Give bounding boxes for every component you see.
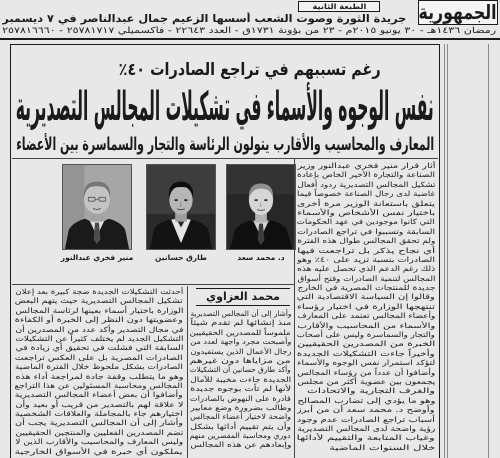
body-text-line <box>190 384 291 393</box>
issue-line-text: رمضان ١٤٣٦هـ - ٣٠ يونيو ٢٠١٥م - ٢٣ من بؤونة ١٧٣١ق - العدد ٢٢٦٤٣ - فاكسميلي ٢٥٧٨١٧١٧ - ٢٥٧٨١٦٦٦٠ <box>2 26 496 36</box>
body-text-line <box>297 386 435 395</box>
body-text-line <box>15 325 183 334</box>
body-text-line <box>190 356 291 365</box>
body-text: وأضافوا أن بعض أعضاء المجالس التصديرية <box>15 390 183 400</box>
body-text-line <box>15 296 183 305</box>
photo-caption <box>140 252 222 263</box>
body-text-line <box>190 412 291 421</box>
body-text: منذ إنشائها لم تقدم شيئاً <box>190 318 291 328</box>
body-text: وعضويتها دون النظر إلى الخبرة أو الكفاءة <box>15 315 183 325</box>
body-text: التي كانوا موجودين في عهد الحكومات <box>297 217 435 227</box>
body-text-line <box>15 390 183 399</box>
body-text-line <box>190 440 291 449</box>
body-text: وأضافوا أن عدداً من رؤساء المجالس <box>297 367 435 377</box>
article-subhead <box>16 131 434 158</box>
photo-caption-text: منير فخري عبدالنور <box>60 253 134 262</box>
body-text: من مزاياها دون غيرهم <box>190 355 291 365</box>
page-column-rule <box>488 44 489 458</box>
body-text: وأشار إلى أن المجالس التصديرية <box>190 309 291 318</box>
body-text: رؤية واضحة لدى المجالس التصديرية <box>297 423 435 433</box>
article-headline <box>16 82 434 132</box>
body-text: أي نجاح يذكر بل تراجعت فيها <box>297 245 435 255</box>
body-text-line <box>15 306 183 315</box>
body-text: واضحة لاختيار أعضاء المجالس <box>190 412 291 422</box>
body-text-line <box>297 330 435 339</box>
photo-caption-text: د. محمد سعد <box>237 253 285 262</box>
body-text-line <box>297 227 435 236</box>
body-text-line <box>297 189 435 198</box>
body-text: وطالب بضرورة وضع معايير <box>190 402 291 412</box>
photo-caption <box>56 252 138 263</box>
body-text: وهو ما يتطلب وقفة جادة لمراجعة أداء هذه <box>15 371 183 381</box>
body-text-line <box>297 274 435 283</box>
column-divider <box>187 286 188 458</box>
body-text-line <box>297 433 435 442</box>
article-kicker <box>119 57 381 83</box>
body-text-line <box>297 170 435 179</box>
body-text: تشكيل المجالس التصديرية حيث يتهم البعض <box>15 296 183 306</box>
body-text-line <box>190 375 291 384</box>
body-text: وليس المعارف والمحاسيب والأقارب الذين لا <box>15 437 183 447</box>
body-text: يجمعون بين عضوية أكثر من مجلس <box>297 376 435 386</box>
subhead-text: المعارف والمحاسيب والأقارب يتولون الرئاسة والتجار والسماسرة بين الأعضاء <box>16 134 434 155</box>
portrait-image <box>63 165 131 249</box>
body-text-line <box>297 264 435 273</box>
body-text-line <box>297 283 435 292</box>
body-text-line <box>297 311 435 320</box>
headline-divider <box>12 158 438 159</box>
body-text-line <box>15 362 183 371</box>
portrait-photo-mohamed-saad <box>226 164 296 250</box>
body-text: اختيارهم جاء بالمجاملة والعلاقات الشخصية <box>15 409 183 419</box>
body-text-line <box>15 343 183 352</box>
body-text-line <box>297 424 435 433</box>
body-text: الصادرات بشكل ملحوظ خلال الفترة الماضية <box>15 362 183 372</box>
body-text-line <box>190 365 291 374</box>
body-text-line <box>190 328 291 337</box>
body-text-line <box>15 428 183 437</box>
body-text: التشكيل الجديد لم يختلف كثيراً عن التشكيلات <box>15 333 183 343</box>
body-text-line <box>297 180 435 189</box>
body-text-line <box>297 368 435 377</box>
body-text: يملكون أي خبرة في الأسواق الخارجية <box>15 446 183 456</box>
body-text: أسباب تراجع الصادرات عدم وجود <box>297 414 435 424</box>
body-text-line <box>297 255 435 264</box>
body-text-line <box>190 309 291 318</box>
body-text-line <box>15 287 183 296</box>
masthead-divider <box>0 38 500 40</box>
body-text: وأصبحت مجرد واجهة لعدد من <box>190 337 291 347</box>
body-text: المجالس ومحاسبة المسئولين عن هذا التراجع <box>15 380 183 390</box>
body-text: والغرف التجارية والاتحادات <box>307 386 435 396</box>
photo-caption <box>220 252 302 263</box>
body-text-line <box>297 443 435 452</box>
tagline-text: جريدة الثورة وصوت الشعب أسسها الزعيم جمال عبدالناصر في ٧ ديسمبر <box>2 13 406 25</box>
body-text-line <box>15 315 183 324</box>
body-text: ولم تحقق المجالس طوال هذه الفترة <box>297 236 435 246</box>
body-text: يتعلق باستعانة الوزير مرة أخرى <box>297 198 435 208</box>
body-text: وأعضاء المجالس تعتمد على المعارف <box>297 311 435 321</box>
body-text-line <box>297 415 435 424</box>
body-text-line <box>15 409 183 418</box>
body-text-line <box>190 318 291 327</box>
body-text-line <box>297 199 435 208</box>
body-text-line <box>190 431 291 440</box>
section-divider <box>12 284 294 285</box>
body-text-line <box>297 405 435 414</box>
body-text: أحدثت التشكيلات الجديدة ضجة كبيرة بعد إعلان <box>15 287 183 296</box>
body-text: رجال الأعمال الذين يستفيدون <box>190 346 291 356</box>
body-text: قادرة على النهوض بالصادرات <box>190 393 291 403</box>
body-text-line <box>190 337 291 346</box>
body-text-line <box>15 447 183 456</box>
photo-caption-text: طارق حسانين <box>155 253 207 262</box>
body-text: ذلك رغم الدعم الذي تحصل عليه هذه <box>297 264 435 274</box>
body-text: الوزارة باختيار أسماء بعينها لرئاسة المجالس <box>15 305 183 315</box>
body-text: وأن يتم تقييم أدائها بشكل <box>190 421 291 431</box>
body-text-line <box>15 381 183 390</box>
page-column-rule <box>444 44 445 458</box>
body-text-line <box>297 396 435 405</box>
body-text-line <box>297 208 435 217</box>
body-text: وإبعادهم عن هذه المجالس <box>190 440 291 450</box>
body-text: أثار قرار منير فخري عبدالنور وزير <box>297 161 435 170</box>
body-text-line <box>297 321 435 330</box>
body-text-line <box>297 246 435 255</box>
portrait-image <box>227 165 295 249</box>
body-text: ملموساً للمصدرين الحقيقيين <box>190 327 291 337</box>
body-text: الصادرات المصرية بل على العكس تراجعت <box>15 352 183 362</box>
body-text: وأخيراً جاءت التشكيلات الجديدة <box>297 348 435 358</box>
body-text: المجالس لتنمية الصادرات وفتح أسواق <box>297 273 435 283</box>
body-text: الصادرات بنسبة تزيد على ٤٠٪ وهو <box>297 254 435 264</box>
body-text: السابقة التي فشلت في تحقيق أي زيادة في <box>15 343 183 353</box>
body-text: خلال السنوات الماضية <box>328 442 435 452</box>
body-text: في مجال التصدير وأكد عدد من المصدرين أن <box>15 324 183 334</box>
body-text: تضم المصدرين الفعليين والمنتجين الحقيقيين <box>15 427 183 437</box>
body-text: وأكد طارق حسانين أن التشكيلات <box>190 365 291 375</box>
body-text: لتؤكد استمرار نفس الوجوه والأسماء <box>297 358 435 368</box>
body-text-line <box>190 403 291 412</box>
body-text-line <box>190 394 291 403</box>
body-text-line <box>297 349 435 358</box>
headline-text: نفس الوجوه والأسماء في تشكيلات المجالس التصديرية <box>16 84 434 130</box>
body-text: لأنها لم تأت بوجوه جديدة <box>190 384 291 394</box>
body-text: الصناعة والتجارة الأخير الخاص بإعادة <box>297 170 435 180</box>
edition-label: الطبعة الثانية <box>312 1 366 11</box>
body-text-line <box>297 217 435 226</box>
body-text: والأسماء من المحاسيب والأقارب <box>297 320 435 330</box>
article-column-left <box>15 287 183 458</box>
body-text: تنتهجها الوزارة في اختيار رؤساء <box>297 301 435 311</box>
body-text: تشكيل المجالس التصديرية ردود أفعال <box>297 179 435 189</box>
newspaper-logo-text: الجمهورية <box>419 0 497 24</box>
masthead-tagline <box>2 12 406 26</box>
body-text-line <box>297 302 435 311</box>
body-text-line <box>15 400 183 409</box>
body-text: السابقة وتسببوا في تراجع الصادرات <box>297 226 435 236</box>
body-text-line <box>190 347 291 356</box>
byline-text: محمد العزاوي <box>206 290 280 303</box>
issue-line <box>2 26 496 37</box>
body-text: لا علاقة لهم بالتصدير من قريب أو بعيد وأن <box>15 399 183 409</box>
column-divider <box>294 159 295 458</box>
body-text-line <box>297 236 435 245</box>
body-text-line <box>297 161 435 170</box>
body-text: وهو ما يؤدي إلى تضارب المصالح <box>297 395 435 405</box>
body-text: وأوضح د. محمد سعد أن من أبرز <box>297 405 435 415</box>
body-text-line <box>297 358 435 367</box>
body-text-line <box>15 418 183 427</box>
body-text: الجديدة جاءت مخيبة للآمال <box>190 374 291 384</box>
body-text-line <box>15 437 183 446</box>
body-text-line <box>15 334 183 343</box>
body-text-line <box>15 353 183 362</box>
portrait-image <box>147 165 215 249</box>
body-text: غاضبة لدى رجال الصناعة خصوصاً فيما <box>297 189 435 199</box>
article-column-middle <box>190 309 291 458</box>
kicker-text: رغم تسببهم في تراجع الصادرات ٤٠٪ <box>119 60 381 80</box>
newspaper-logo <box>418 0 498 25</box>
body-text-line <box>297 377 435 386</box>
portrait-photo-tarek-hassanein <box>146 164 216 250</box>
body-text: وقالوا إن السياسة الاقتصادية التي <box>297 292 435 302</box>
body-text-line <box>190 422 291 431</box>
body-text: جديدة للمنتجات المصرية في الخارج <box>297 283 435 293</box>
article-column-right <box>297 161 435 457</box>
body-text-line <box>297 292 435 301</box>
portrait-photo-mounir-fakhry-abdel-nour <box>62 164 132 250</box>
edition-badge <box>298 1 380 12</box>
body-text-line <box>297 339 435 348</box>
body-text: باختيار نفس الأشخاص والأسماء <box>297 207 435 217</box>
body-text: وغياب المتابعة والتقييم لأدائها <box>297 433 435 443</box>
body-text: والتجار والسماسرة وليس على أصحاب <box>297 330 435 340</box>
body-text: دوري ومحاسبة المقصرين منهم <box>190 431 291 441</box>
body-text: وأشار إلى أن المجالس التصديرية يجب أن <box>15 418 183 428</box>
body-text-line <box>15 372 183 381</box>
article-byline <box>196 288 290 306</box>
body-text: الخبرة من المصدرين الحقيقيين <box>297 339 435 349</box>
page-column-rule <box>447 44 448 458</box>
